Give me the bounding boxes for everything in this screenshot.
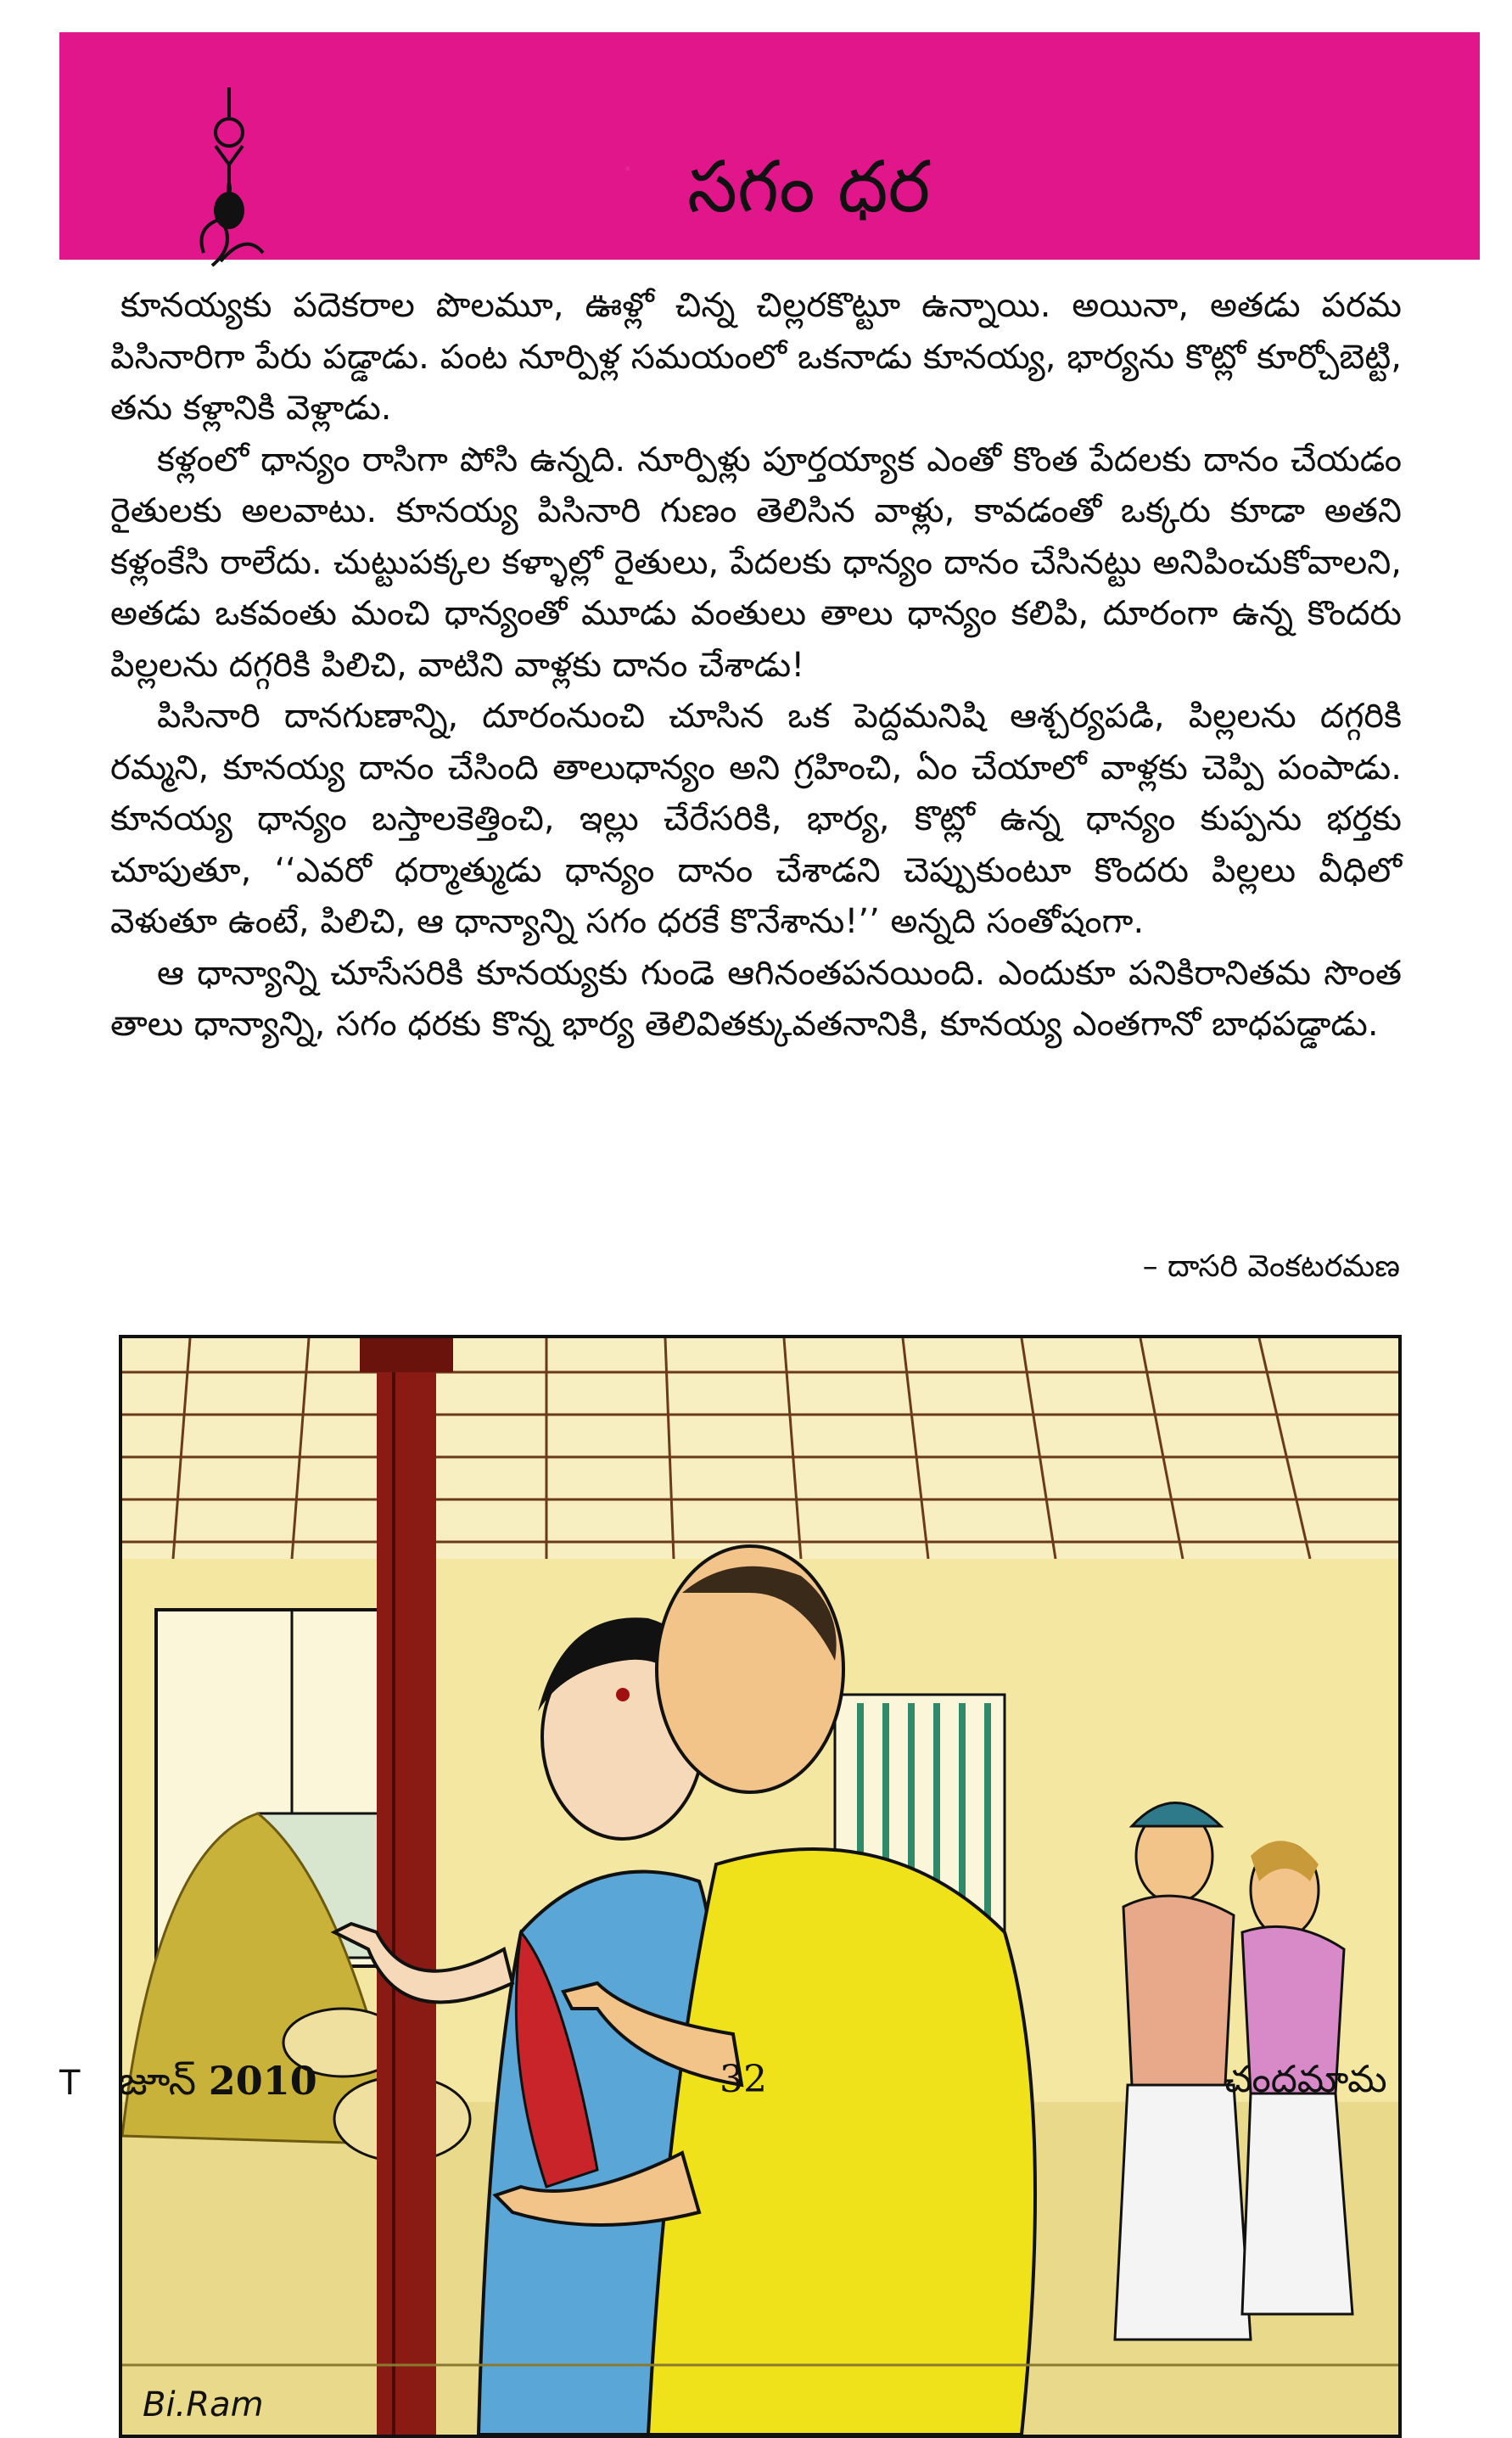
story-title: సగం ధర <box>687 145 931 228</box>
lamp-emblem-icon <box>178 83 280 278</box>
author-credit: – దాసరి వెంకటరమణ <box>1142 1249 1400 1284</box>
footer-issue-date <box>119 2058 317 2114</box>
footer-year: 2010 <box>208 2058 317 2104</box>
title-banner <box>59 32 1480 260</box>
footer-mark: T <box>59 2064 81 2103</box>
magazine-name: చందమామ <box>1224 2058 1387 2101</box>
illustration-artwork <box>122 1338 1398 2435</box>
story-illustration <box>119 1335 1402 2438</box>
story-paragraph: పిసినారి దానగుణాన్ని, దూరంనుంచి చూసిన ఒక పెద్దమనిషి ఆశ్చర్యపడి, పిల్లలను దగ్గరికి రమ్మని, కూనయ్య దానం చేసింది తాలుధాన్యం అని గ్రహించి, ఏం చేయాలో వాళ్లకు చెప్పి పంపాడు. కూనయ్య ధాన్యం బస్తాలకెత్తించి, ఇల్లు చేరేసరికి, భార్య, కొట్లో ఉన్న ధాన్యం కుప్పను భర్తకు చూపుతూ, ‘‘ఎవరో ధర్మాత్ముడు ధాన్యం దానం చేశాడని చెప్పుకుంటూ కొందరు పిల్లలు వీధిలో వెళుతూ ఉంటే, పిలిచి, ఆ ధాన్యాన్ని సగం ధరకే కొనేశాను!’’ అన్నది సంతోషంగా. <box>110 697 1402 941</box>
story-paragraph: కూనయ్యకు పదెకరాల పొలమూ, ఊళ్లో చిన్న చిల్లరకొట్టూ ఉన్నాయి. అయినా, అతడు పరమ పిసినారిగా పేరు పడ్డాడు. పంట నూర్పిళ్ల సమయంలో ఒకనాడు కూనయ్య, భార్యను కొట్లో కూర్చోబెట్టి, తను కళ్లానికి వెళ్లాడు. <box>110 286 1402 428</box>
illustrator-signature: Bi.Ram <box>143 2385 264 2424</box>
story-paragraph: కళ్లంలో ధాన్యం రాసిగా పోసి ఉన్నది. నూర్పిళ్లు పూర్తయ్యాక ఎంతో కొంత పేదలకు దానం చేయడం రైతులకు అలవాటు. కూనయ్య పిసినారి గుణం తెలిసిన వాళ్లు, కావడంతో ఒక్కరు కూడా అతని కళ్లంకేసి రాలేదు. చుట్టుపక్కల కళ్ళాల్లో రైతులు, పేదలకు ధాన్యం దానం చేసినట్టు అనిపించుకోవాలని, అతడు ఒకవంతు మంచి ధాన్యంతో మూడు వంతులు తాలు ధాన్యం కలిపి, దూరంగా ఉన్న కొందరు పిల్లలను దగ్గరికి పిలిచి, వాటిని వాళ్లకు దానం చేశాడు! <box>110 440 1402 685</box>
footer-month: జూన్ <box>119 2058 197 2104</box>
story-body <box>110 280 1402 1051</box>
story-paragraph: ఆ ధాన్యాన్ని చూసేసరికి కూనయ్యకు గుండె ఆగినంతపనయింది. ఎందుకూ పనికిరానితమ సొంత తాలు ధాన్యాన్ని, సగం ధరకు కొన్న భార్య తెలివితక్కువతనానికి, కూనయ్య ఎంతగానో బాధపడ్డాడు. <box>110 953 1402 1044</box>
page-number: 32 <box>720 2058 767 2101</box>
